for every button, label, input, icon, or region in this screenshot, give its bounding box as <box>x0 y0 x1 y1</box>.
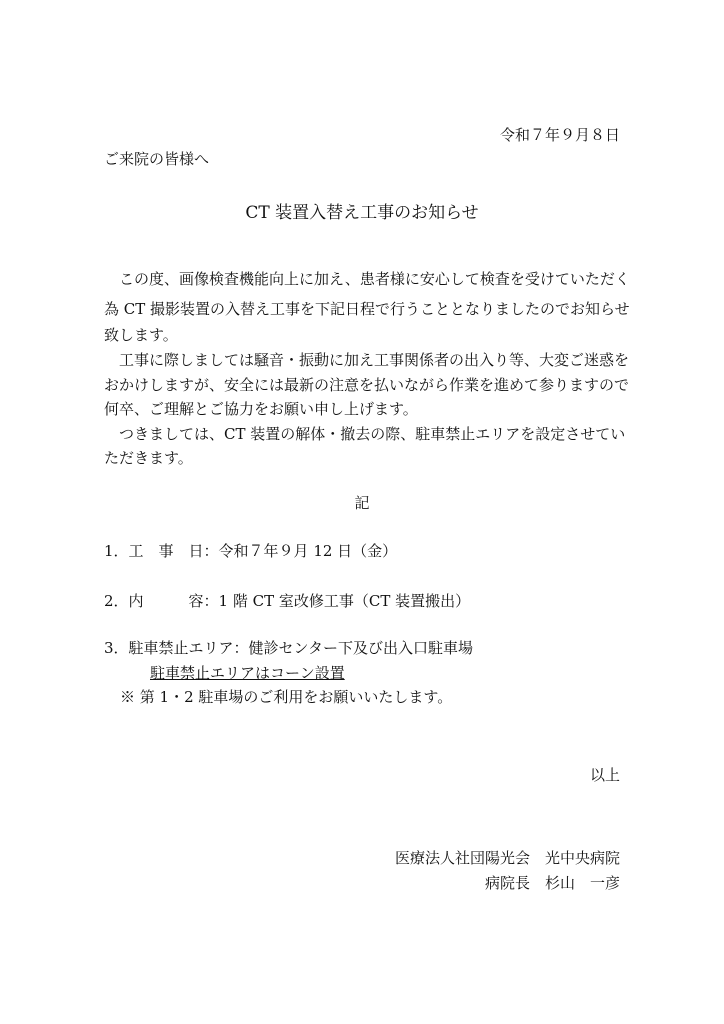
item-work-date: 1．工 事 日：令和７年９月 12 日（金） <box>104 542 398 560</box>
body-line: 致します。 <box>104 326 178 344</box>
body-line: 工事に際しましては騒音・振動に加え工事関係者の出入り等、大変ご迷惑を <box>104 351 630 369</box>
body-line: 何卒、ご理解とご協力をお願い申し上げます。 <box>104 400 418 418</box>
notice-title: CT 装置入替え工事のお知らせ <box>245 203 479 223</box>
item-no-parking-sub: 駐車禁止エリアはコーン設置 <box>150 664 345 682</box>
notice-date: 令和７年９月８日 <box>499 126 620 144</box>
parking-note: ※ 第 1・2 駐車場のご利用をお願いいたします。 <box>120 688 453 706</box>
body-line: この度、画像検査機能向上に加え、患者様に安心して検査を受けていただく <box>104 270 630 288</box>
closing: 以上 <box>589 766 620 784</box>
body-line: 為 CT 撮影装置の入替え工事を下記日程で行うこととなりましたのでお知らせ <box>104 300 630 318</box>
ki-heading: 記 <box>354 494 370 512</box>
greeting: ご来院の皆様へ <box>104 150 210 168</box>
body-line: ただきます。 <box>104 449 193 467</box>
body-line: おかけしますが、安全には最新の注意を払いながら作業を進めて参りますので <box>104 376 630 394</box>
body-line: つきましては、CT 装置の解体・撤去の際、駐車禁止エリアを設定させてい <box>104 425 626 443</box>
signature-director: 病院長 杉山 一彦 <box>484 874 620 892</box>
item-content: 2．内 容：1 階 CT 室改修工事（CT 装置搬出） <box>104 592 471 610</box>
item-no-parking: 3．駐車禁止エリア：健診センター下及び出入口駐車場 <box>104 639 473 657</box>
signature-organization: 医療法人社団陽光会 光中央病院 <box>394 849 620 867</box>
